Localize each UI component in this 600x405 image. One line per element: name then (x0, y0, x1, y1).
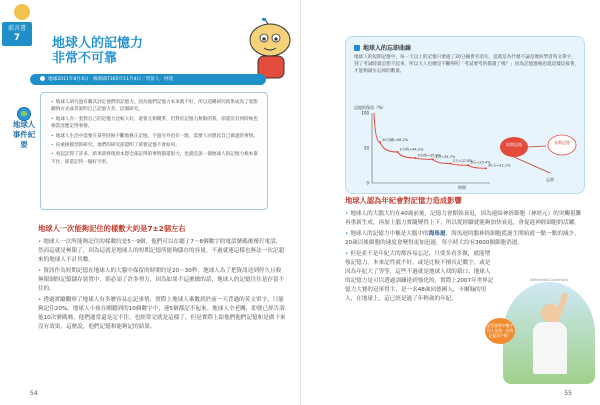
decor-circle-icon (14, 4, 30, 20)
news-item: • 地球人有一套對自己的記憶力比較人好，還會互相競爭，但對於記憶力無限的我，卻還沒有到時候也相當清楚記得事情。 (51, 116, 261, 131)
y-tick-label: 0 (366, 180, 369, 186)
section-heading: 地球人一次能夠記住的樣數大約是7±2個左右 (38, 224, 186, 233)
curve-point (432, 158, 434, 160)
arrow-line (528, 146, 546, 147)
y-axis-label: 記憶的保留（%） (354, 105, 386, 110)
news-box (40, 92, 268, 210)
graph-title: 地球人的忘卻曲線 (354, 43, 411, 52)
hippocampus-term: 海馬迴 (428, 231, 446, 237)
chapter-badge (2, 22, 32, 46)
data-label: 30天=21.1% (488, 163, 511, 168)
curve-point (397, 151, 399, 153)
curve-point (414, 157, 416, 159)
long-term-label: 長期記憶 (554, 140, 570, 145)
bullet-paragraph: • 資訊作為短期記憶在地球人的大腦中保留的時間約是20～30秒，地球人為了把資訊送到停久且較無限制的記憶儲存裝置中，則必須了許多努力，因為如果不這麼做的話，地球人的記憶往往是存留不住的。 (38, 267, 286, 294)
title-line-2: 非常不可靠 (52, 51, 118, 66)
memory-champion-photo (503, 282, 595, 384)
photo-head (541, 304, 559, 322)
page-number-left: 54 (30, 390, 38, 397)
bullet-paragraph: • 地球人的大腦大約在40歲前後，記憶力會開始衰退，因為連結神經細胞（神經元）的突觸很難再重新生成，再加上腦力實隨變得上下，所以從經驗就能夠加快衰退，會促進神經細胞的活躍。 (345, 210, 585, 228)
speech-bubble: 記得那麼多數字的人是第一名的記憶高手喔！ (485, 318, 515, 344)
long-term-bubble (548, 135, 576, 155)
data-label: 6天=25.4% (470, 160, 491, 165)
right-page (300, 0, 600, 405)
article-meta-bar (30, 74, 266, 85)
photo-caption: Wikimedia Commons (530, 278, 568, 282)
forget-label: 忘卻 (546, 177, 554, 182)
short-term-label: 短期記憶 (506, 142, 522, 147)
data-label: 2天=27.8% (452, 159, 473, 164)
y-tick-label: 100 (361, 110, 369, 116)
curve-point (467, 164, 469, 166)
short-term-bubble (500, 137, 528, 157)
photo-body (533, 322, 567, 374)
right-section-heading: 地球人認為年紀會對記憶力造成影響 (345, 196, 462, 205)
bullet-paragraph: • 透過實驗觀察了地球人有多麼容易忘記事情，實際上地球人乘數到於前一天背過的英文單字，只能夠記住20%，地球人小孩在剛聽到的10個數字中，連5個都記不起來。地球人全老關，即便已經告訴他10次號碼嗎，他們通常還是記不住，也經常完就是這樣了，但是實際上給他們他們記憶和是做下來沒有效果，這麼說，他們記憶和能夠記的結果。 (38, 296, 286, 332)
news-item: • 向重組模型的研究，他們的研究卻證明了卻會記憶不會如何。 (51, 142, 261, 149)
curve-point (485, 167, 487, 169)
forgetting-curve-card (345, 36, 585, 194)
data-label: 9小時=35.8% (417, 153, 442, 158)
globe-icon (17, 107, 31, 121)
news-label: 地球人事件紀要 (12, 120, 36, 149)
page-title (52, 36, 143, 66)
data-label: 1天=33.7% (435, 154, 456, 159)
news-item: • 看起記得了許多，結果卻發現原本想全部記得的事情都還很大，也就是說一個地球人的記憶力根本靠不住，卻還記得一個好字形。 (51, 151, 261, 166)
y-tick-label: 50 (363, 145, 369, 151)
graph-intro: 地球人的短期記憶中，每一天以上的記憶只要過了20分鐘會有消失，這就是為什麼不論是幾何學者英文單字，到了考試時就是想不起來，所以大人也總是不斷嘮叨「考試要考的都讀了嗎？」因為記憶過後也就這樣這接著，才能夠減少忘掉的數量。 (354, 55, 580, 74)
title-line-1: 地球人的記憶力 (52, 36, 144, 51)
x-axis-label: 時間 (458, 185, 466, 190)
curve-point (450, 163, 452, 165)
news-item: • 地球人研究過有關其評定他們的記憶力。因為他們記憶力本來就不好，所以這種研究結果成為了電影劇情方式或者說明自己記憶力差，這個研究。 (51, 99, 261, 114)
body-bullets (38, 238, 286, 334)
badge-label: 前言書 (7, 25, 26, 32)
news-item: • 地球人生活中需要在某些時候不斷地修正記憶，不過另外也有一點，需要人回想起自己做過的事情。 (51, 133, 261, 140)
bullet-paragraph: • 地球人一次所能夠記住的樣數約是5～9個，他們可以在聽了7～8個數字的電話號碼後撥打電話，然而這就是極限了，因為這就是地球人的短期記憶所能夠儲存的容量，不過就連這樣也無法一次記超來的地球人不計其數。 (38, 238, 286, 265)
forgetting-curve-chart (350, 103, 582, 191)
bullet-paragraph: • 但是並不是年紀大的都容易忘記，只要多看多做，就能增強記憶力。本來記性就不好，或是比較不擅長記數字，或是因為年紀大了等等，這些不過就是地球人找的藉口。地球人的記憶力是可以透過訓練達到強化的，實際上2007年世界記憶力大賽的冠軍得主，是一名48歲同德國人，卡爾翰的男人，在地球上，這已經是過了年輕歲的年紀。 (345, 250, 495, 304)
forget-arrow (514, 157, 550, 173)
meta-dot-icon (40, 76, 45, 81)
graph-title-icon (354, 45, 360, 51)
meta-text: 地球2011年8月4日 緣新聞7365年11月4日／貫留人．阿達 (48, 77, 174, 82)
data-label: 20分鐘=58.2% (382, 137, 409, 142)
bullet-paragraph: • 地球人的記憶力中樞是大腦中的海馬迴，海馬迴的腦神經細胞從誕生開始就一點一點的減少，20歲以後細胞的速度會變得更加迅速，每小時大約有3600個細胞消逝。 (345, 230, 585, 248)
data-label: 1小時=44.2% (399, 147, 424, 152)
page-number-right: 55 (564, 390, 572, 397)
curve-point (379, 141, 381, 143)
badge-number: 7 (13, 33, 21, 43)
